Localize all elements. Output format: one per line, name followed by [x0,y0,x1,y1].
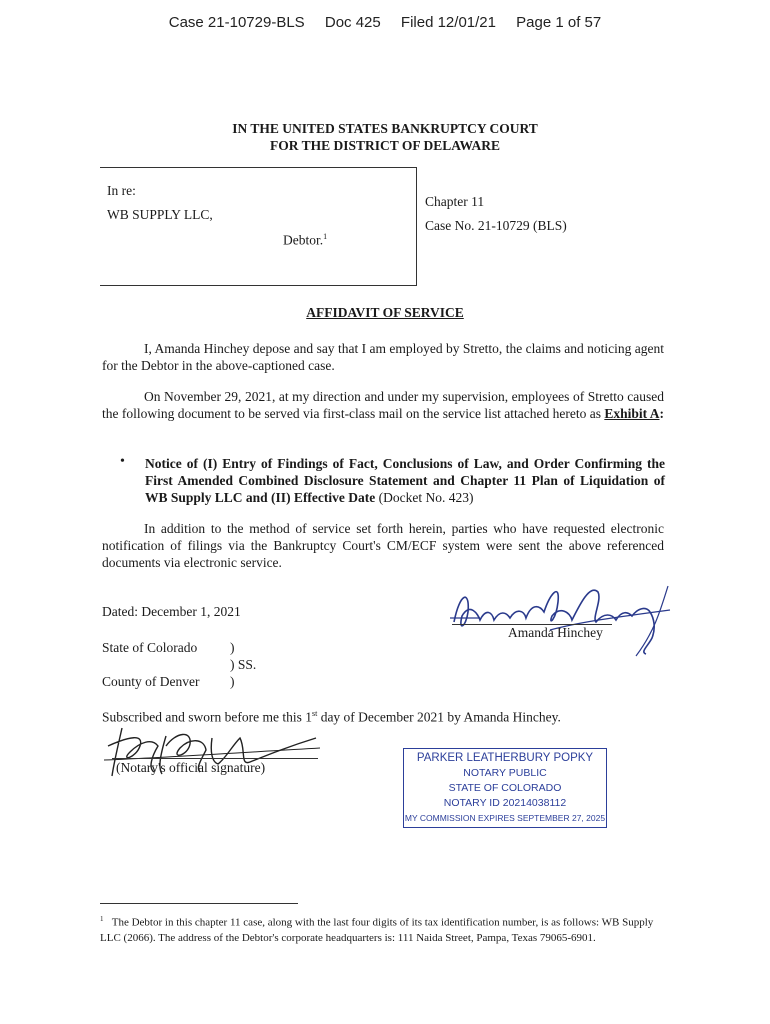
footnote-mark: 1 [100,915,104,923]
paragraph-3: In addition to the method of service set forth herein, parties who have requested electronic notification of filings via the Bankruptcy Court's CM/ECF system were sent the above referenced documents via electronic service. [102,521,664,570]
in-re-label: In re: [107,183,136,198]
footnote-text: The Debtor in this chapter 11 case, along with the last four digits of its tax identification number, is as follows: WB Supply LLC (2066). The address of the Debtor's corporate headquarters is: 111 Naida Street, Pampa, Texas 79065-6901. [100,916,654,944]
state-label: State of Colorado [102,640,198,655]
caption-bottom-rule [100,285,416,286]
county-label: County of Denver [102,674,200,689]
document-title: AFFIDAVIT OF SERVICE [306,305,464,320]
footnote [100,912,666,946]
doc-number-header: Doc 425 [324,14,381,31]
stamp-state: STATE OF COLORADO [448,782,562,794]
case-number: Case No. 21-10729 (BLS) [425,218,567,233]
footnote-rule [100,903,298,904]
dated-line: Dated: December 1, 2021 [102,604,241,619]
paren-3: ) [230,674,235,689]
stamp-expires: MY COMMISSION EXPIRES SEPTEMBER 27, 2025 [404,813,606,823]
exhibit-a-reference: Exhibit A [604,406,660,421]
notary-signature-line [112,758,318,759]
court-title [0,120,770,154]
footnote-ref: 1 [323,232,328,241]
debtor-label: Debtor.$^1$ [283,232,328,248]
stamp-title: NOTARY PUBLIC [463,767,547,779]
court-line-2: FOR THE DISTRICT OF DELAWARE [269,138,501,153]
caption-top-rule [100,167,416,168]
bullet-item: Notice of (I) Entry of Findings of Fact, Conclusions of Law, and Order Confirming the First Amended Combined Disclosure Statement and Chapter 11 Plan of Liquidation of WB Supply LLC and (II) Effective Date (Docket No. 423) [145,456,665,505]
notary-signature-label: (Notary's official signature) [116,760,266,775]
debtor-name: WB SUPPLY LLC, [107,207,213,222]
paragraph-2: On November 29, 2021, at my direction and under my supervision, employees of Stretto caused the following document to be served via first-class mail on the service list attached hereto as Exhibit A: [102,389,664,421]
subscribed-line: Subscribed and sworn before me this 1st day of December 2021 by Amanda Hinchey. [102,709,561,725]
case-number-header: Case 21-10729-BLS [168,14,305,31]
notary-stamp [403,748,607,828]
stamp-id: NOTARY ID 20214038112 [443,797,567,809]
bullet-marker: • [120,454,125,469]
court-line-1: IN THE UNITED STATES BANKRUPTCY COURT [232,121,538,136]
paren-1: ) [230,640,235,655]
signer-name: Amanda Hinchey [508,625,603,640]
paragraph-1: I, Amanda Hinchey depose and say that I am employed by Stretto, the claims and noticing agent for the Debtor in the above-captioned case. [102,341,664,373]
stamp-name: PARKER LEATHERBURY POPKY [416,752,594,764]
page-number-header: Page 1 of 57 [516,14,602,31]
filed-date-header: Filed 12/01/21 [400,14,496,31]
document-header [0,14,770,31]
chapter-label: Chapter 11 [425,194,485,209]
affiant-signature [440,572,680,662]
caption-vertical-rule [416,167,417,286]
ss-label: ) SS. [230,657,257,672]
